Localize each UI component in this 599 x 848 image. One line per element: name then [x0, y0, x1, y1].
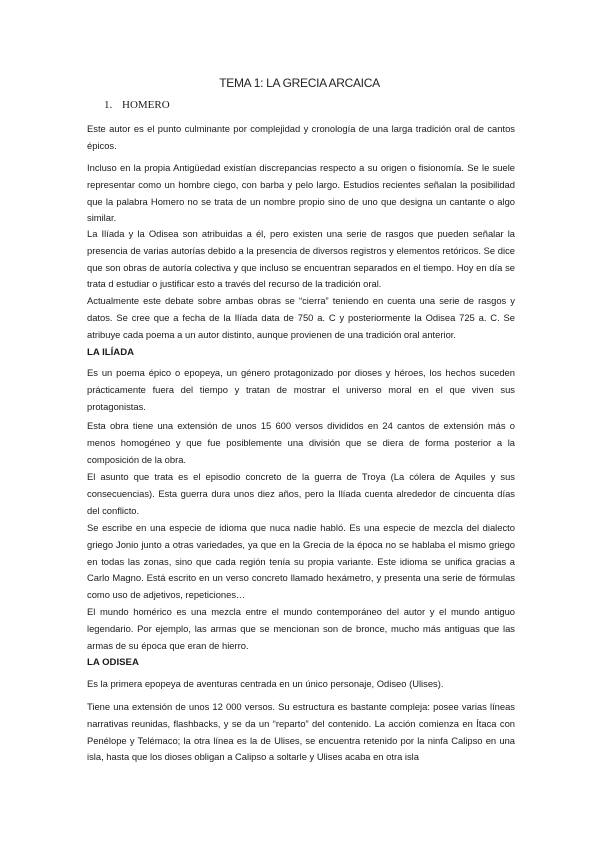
- paragraph-intro-3: La Ilíada y la Odisea son atribuidas a él, pero existen una serie de rasgos que pueden señalar la presencia de varias autorías debido a la presencia de diversos registros y elementos retóricos. Se dice que son obras de autoría colectiva y que incluso se encuentran separados en el tiempo. Hoy en día se trata d estudiar o justificar esto a través del recurso de la tradición oral.: [87, 228, 515, 290]
- paragraph-intro-4: Actualmente este debate sobre ambas obras se “cierra” teniendo en cuenta una serie de rasgos y datos. Se cree que a fecha de la Ilíada data de 750 a. C y posteriormente la Odisea 725 a. C. Se atribuye cada poema a un autor distinto, aunque provienen de una tradición oral anterior.: [87, 295, 515, 340]
- iliada-heading: LA ILÍADA: [87, 347, 135, 358]
- odisea-paragraph-1: Es la primera epopeya de aventuras centrada en un único personaje, Odiseo (Ulises).: [87, 678, 444, 689]
- iliada-paragraph-1: Es un poema épico o epopeya, un género protagonizado por dioses y héroes, los hechos suceden prácticamente fuera del tiempo y tratan de mostrar el universo moral en el que viven sus protagonistas.: [87, 367, 515, 412]
- paragraph-intro-1: Este autor es el punto culminante por complejidad y cronología de una larga tradición oral de cantos épicos.: [87, 123, 515, 151]
- iliada-paragraph-4: Se escribe en una especie de idioma que nuca nadie habló. Es una especie de mezcla del dialecto griego Jonio junto a otras variedades, ya que en la Grecia de la época no se hablaba el mismo griego en todas las zonas, sino que cada región tenía su propia variante. Este idioma se unifica gracias a Carlo Magno. Está escrito en un verso concreto llamado hexámetro, y presenta una serie de fórmulas como uso de adjetivos, repeticiones…: [87, 522, 515, 601]
- section-number: 1.: [104, 99, 113, 111]
- odisea-paragraph-2: Tiene una extensión de unos 12 000 versos. Su estructura es bastante compleja: posee varias líneas narrativas reunidas, flashbacks, y se da un “reparto” del contenido. La acción comienza en Ítaca con Penélope y Telémaco; la otra línea es la de Ulises, se encuentra retenido por la ninfa Calipso en una isla, hasta que los dioses obligan a Calipso a soltarle y Ulises acaba en otra isla: [87, 701, 515, 763]
- iliada-paragraph-3: El asunto que trata es el episodio concreto de la guerra de Troya (La cólera de Aquiles y sus consecuencias). Esta guerra dura unos diez años, pero la Ilíada cuenta alrededor de cincuenta días del conflicto.: [87, 471, 515, 516]
- odisea-heading: LA ODISEA: [87, 657, 139, 668]
- paragraph-intro-2: Incluso en la propia Antigüedad existían discrepancias respecto a su origen o fisionomía. Se le suele representar como un hombre ciego, con barba y pelo largo. Estudios recientes señalan la posibilidad que la palabra Homero no se trata de un nombre propio sino de uno que designa un cantante o algo similar.: [87, 162, 515, 224]
- section-heading: [104, 99, 170, 111]
- iliada-paragraph-2: Esta obra tiene una extensión de unos 15 600 versos divididos en 24 cantos de extensión más o menos homogéneo y que fue posiblemente una división que se diera de forma posterior a la composición de la obra.: [87, 420, 515, 465]
- section-title: HOMERO: [122, 99, 170, 111]
- iliada-paragraph-5: El mundo homérico es una mezcla entre el mundo contemporáneo del autor y el mundo antiguo legendario. Por ejemplo, las armas que se mencionan son de bronce, mucho más antiguas que las armas de su época que eran de hierro.: [87, 606, 515, 651]
- document-title: TEMA 1: LA GRECIA ARCAICA: [219, 76, 380, 90]
